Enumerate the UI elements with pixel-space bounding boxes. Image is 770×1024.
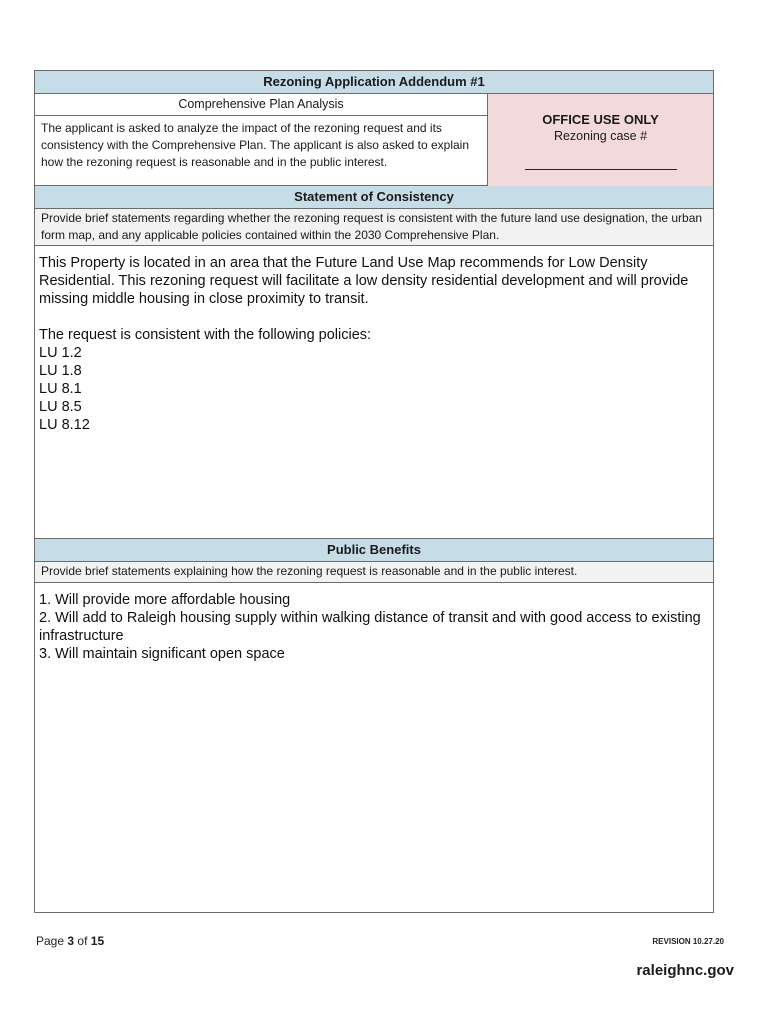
benefits-answer-field[interactable]	[35, 583, 713, 912]
consistency-answer-field[interactable]	[35, 246, 713, 539]
policy-item: LU 8.12	[39, 417, 90, 433]
cpa-instructions: The applicant is asked to analyze the impact of the rezoning request and its consistency with the Comprehensive Plan. The applicant is also asked to explain how the rezoning request is reasonable and in the public interest.	[41, 121, 470, 169]
rezoning-case-label: Rezoning case #	[553, 129, 648, 143]
policy-item: LU 1.2	[39, 345, 82, 361]
comprehensive-plan-analysis-section	[35, 94, 713, 186]
cpa-left-cell	[35, 94, 488, 186]
benefit-item: 1. Will provide more affordable housing	[39, 592, 291, 608]
benefits-instructions: Provide brief statements explaining how the rezoning request is reasonable and in the public interest.	[35, 562, 713, 583]
policy-item: LU 1.8	[39, 363, 82, 379]
office-use-only-title: OFFICE USE ONLY	[542, 112, 659, 127]
policy-item: LU 8.1	[39, 381, 82, 397]
site-url: raleighnc.gov	[636, 962, 734, 979]
public-benefits-header: Public Benefits	[35, 539, 713, 562]
benefit-item: 3. Will maintain significant open space	[39, 646, 285, 662]
rezoning-addendum-form	[34, 70, 714, 913]
rezoning-case-field[interactable]	[525, 169, 677, 170]
benefit-item: 2. Will add to Raleigh housing supply within walking distance of transit and with good access to existing infrastructure	[39, 610, 701, 644]
policies-intro: The request is consistent with the following policies:	[39, 327, 372, 343]
page-number: Page 3 of 15	[36, 934, 105, 948]
revision-label: REVISION 10.27.20	[652, 937, 724, 946]
office-use-only-box	[488, 94, 713, 186]
policy-item: LU 8.5	[39, 399, 82, 415]
consistency-instructions: Provide brief statements regarding whether the rezoning request is consistent with the future land use designation, the urban form map, and any applicable policies contained within the 2030 Comprehensive Plan.	[35, 209, 713, 246]
addendum-title: Rezoning Application Addendum #1	[35, 71, 713, 94]
consistency-paragraph: This Property is located in an area that the Future Land Use Map recommends for Low Density Residential. This rezoning request will facilitate a low density residential development and will provide missing middle housing in close proximity to transit.	[39, 255, 689, 307]
cpa-title: Comprehensive Plan Analysis	[35, 94, 487, 116]
statement-of-consistency-header: Statement of Consistency	[35, 186, 713, 209]
